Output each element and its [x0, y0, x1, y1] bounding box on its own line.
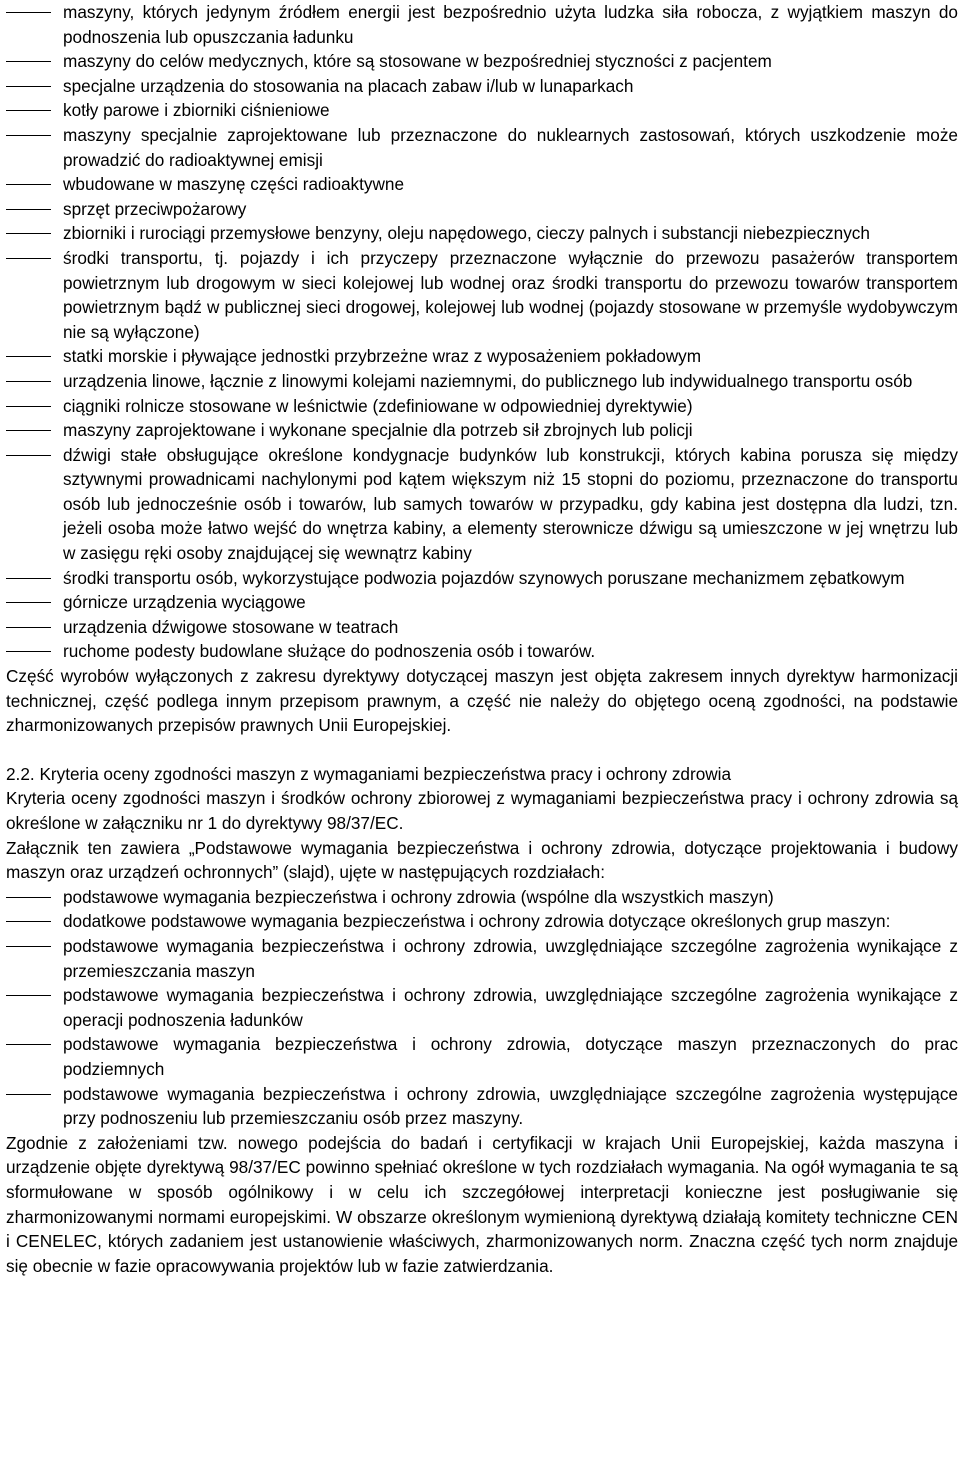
list-item: kotły parowe i zbiorniki ciśnieniowe — [6, 98, 958, 123]
excluded-products-list — [6, 0, 958, 664]
section-heading: 2.2. Kryteria oceny zgodności maszyn z wymaganiami bezpieczeństwa pracy i ochrony zdrowia — [6, 763, 732, 784]
list-item: maszyny zaprojektowane i wykonane specjalnie dla potrzeb sił zbrojnych lub policji — [6, 418, 958, 443]
list-item: maszyny, których jedynym źródłem energii jest bezpośrednio użyta ludzka siła robocza, z wyjątkiem maszyn do podnoszenia lub opuszczania ładunku — [6, 0, 958, 49]
list-item: maszyny specjalnie zaprojektowane lub przeznaczone do nuklearnych zastosowań, których uszkodzenie może prowadzić do radioaktywnej emisji — [6, 123, 958, 172]
paragraph-criteria: Kryteria oceny zgodności maszyn i środków ochrony zbiorowej z wymaganiami bezpieczeństwa pracy i ochrony zdrowia są określone w załączniku nr 1 do dyrektywy 98/37/EC. — [6, 788, 958, 833]
list-item: środki transportu osób, wykorzystujące podwozia pojazdów szynowych poruszane mechanizmem zębatkowym — [6, 566, 958, 591]
list-item: podstawowe wymagania bezpieczeństwa i ochrony zdrowia (wspólne dla wszystkich maszyn) — [6, 885, 958, 910]
list-item: ciągniki rolnicze stosowane w leśnictwie (zdefiniowane w odpowiedniej dyrektywie) — [6, 394, 958, 419]
list-item: podstawowe wymagania bezpieczeństwa i ochrony zdrowia, uwzględniające szczególne zagrożenia występujące przy podnoszeniu lub przemieszczaniu osób przez maszyny. — [6, 1082, 958, 1131]
annex-chapters-list — [6, 885, 958, 1131]
list-item: statki morskie i pływające jednostki przybrzeżne wraz z wyposażeniem pokładowym — [6, 344, 958, 369]
list-item: dodatkowe podstawowe wymagania bezpieczeństwa i ochrony zdrowia dotyczące określonych grup maszyn: — [6, 909, 958, 934]
paragraph-new-approach: Zgodnie z założeniami tzw. nowego podejścia do badań i certyfikacji w krajach Unii Europejskiej, każda maszyna i urządzenie objęte dyrektywą 98/37/EC powinno spełniać określone w tych rozdziałach wymagania. Na ogół wymagania te są sformułowane w sposób ogólnikowy i w celu ich szczegółowej interpretacji konieczne jest posługiwanie się zharmonizowanymi normami europejskimi. W obszarze określonym wymienioną dyrektywą działają komitety techniczne CEN i CENELEC, których zadaniem jest ustanowienie właściwych, zharmonizowanych norm. Znaczna część tych norm znajduje się obecnie w fazie opracowywania projektów lub w fazie zatwierdzania. — [6, 1132, 958, 1276]
list-item: wbudowane w maszynę części radioaktywne — [6, 172, 958, 197]
list-item: górnicze urządzenia wyciągowe — [6, 590, 958, 615]
list-item: zbiorniki i rurociągi przemysłowe benzyny, oleju napędowego, cieczy palnych i substancji niebezpiecznych — [6, 221, 958, 246]
paragraph-harmonization: Część wyrobów wyłączonych z zakresu dyrektywy dotyczącej maszyn jest objęta zakresem innych dyrektyw harmonizacji technicznej, część podlega innym przepisom prawnym, a część nie należy do objętego oceną zgodności, na podstawie zharmonizowanych przepisów prawnych Unii Europejskiej. — [6, 666, 958, 736]
list-item: podstawowe wymagania bezpieczeństwa i ochrony zdrowia, uwzględniające szczególne zagrożenia wynikające z operacji podnoszenia ładunków — [6, 983, 958, 1032]
list-item: urządzenia linowe, łącznie z linowymi kolejami naziemnymi, do publicznego lub indywidualnego transportu osób — [6, 369, 958, 394]
list-item: ruchome podesty budowlane służące do podnoszenia osób i towarów. — [6, 639, 958, 664]
list-item: podstawowe wymagania bezpieczeństwa i ochrony zdrowia, uwzględniające szczególne zagrożenia wynikające z przemieszczania maszyn — [6, 934, 958, 983]
list-item: środki transportu, tj. pojazdy i ich przyczepy przeznaczone wyłącznie do przewozu pasażerów transportem powietrznym lub drogowym w sieci kolejowej lub wodnej oraz środki transportu do przewozu towarów transportem powietrznym bądź w publicznej sieci drogowej, kolejowej lub wodnej (pojazdy stosowane w przemyśle wydobywczym nie są wyłączone) — [6, 246, 958, 344]
list-item: dźwigi stałe obsługujące określone kondygnacje budynków lub konstrukcji, których kabina porusza się między sztywnymi prowadnicami nachylonymi pod kątem większym niż 15 stopni do poziomu, przeznaczone do transportu osób lub jednocześnie osób i towarów, lub samych towarów w przypadku, gdy kabina jest dostępna dla ludzi, tzn. jeżeli osoba może łatwo wejść do wnętrza kabiny, a elementy sterownicze dźwigu są umieszczone w jej wnętrzu lub w zasięgu ręki osoby znajdującej się wewnątrz kabiny — [6, 443, 958, 566]
paragraph-spacer — [6, 738, 958, 762]
list-item: specjalne urządzenia do stosowania na placach zabaw i/lub w lunaparkach — [6, 74, 958, 99]
list-item: urządzenia dźwigowe stosowane w teatrach — [6, 615, 958, 640]
list-item: sprzęt przeciwpożarowy — [6, 197, 958, 222]
paragraph-annex: Załącznik ten zawiera „Podstawowe wymagania bezpieczeństwa i ochrony zdrowia, dotyczące projektowania i budowy maszyn oraz urządzeń ochronnych” (slajd), ujęte w następujących rozdziałach: — [6, 837, 958, 883]
list-item: podstawowe wymagania bezpieczeństwa i ochrony zdrowia, dotyczące maszyn przeznaczonych do prac podziemnych — [6, 1032, 958, 1081]
list-item: maszyny do celów medycznych, które są stosowane w bezpośredniej styczności z pacjentem — [6, 49, 958, 74]
